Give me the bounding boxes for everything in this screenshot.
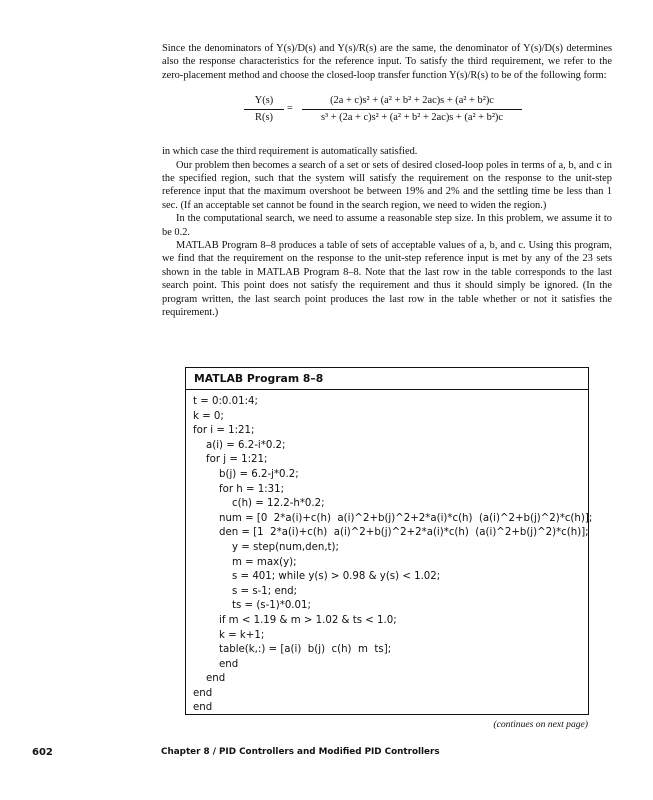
transfer-function-equation: [162, 86, 612, 140]
code-line: end: [193, 687, 213, 699]
code-line: table(k,:) = [a(i) b(j) c(h) m ts];: [219, 644, 392, 656]
continues-note: (continues on next page): [493, 719, 588, 730]
equation-lhs-denominator: R(s): [255, 111, 273, 123]
code-line: k = 0;: [193, 410, 224, 422]
code-line: t = 0:0.01:4;: [193, 396, 258, 407]
code-line: for j = 1:21;: [206, 454, 268, 466]
paragraph-search: Our problem then becomes a search of a set or sets of desired closed-loop poles in terms of a, b, and c in the specified region, such that the system will satisfy the requirement on the response to the unit-step reference input that the maximum overshoot be between 19% and 2% and the settling time be less than 1 sec. (If an acceptable set cannot be found in the search region, we need to widen the region.): [162, 159, 612, 211]
code-line: m = max(y);: [232, 556, 297, 568]
equation-rhs: [302, 94, 522, 124]
code-line: a(i) = 6.2-i*0.2;: [206, 439, 286, 451]
code-line: end: [206, 673, 226, 685]
code-line: k = k+1;: [219, 629, 265, 641]
equation-rhs-numerator: (2a + c)s² + (a² + b² + 2ac)s + (a² + b²)c: [302, 94, 522, 109]
code-line: b(j) = 6.2-j*0.2;: [219, 468, 299, 480]
code-line: s = s-1; end;: [232, 585, 298, 597]
equation-lhs: [244, 94, 284, 124]
code-line: if m < 1.19 & m > 1.02 & ts < 1.0;: [219, 614, 397, 626]
code-line: for i = 1:21;: [193, 425, 255, 437]
code-line: end: [219, 658, 239, 670]
code-line: den = [1 2*a(i)+c(h) a(i)^2+b(j)^2+2*a(i)*c(h) (a(i)^2+b(j)^2)*c(h)];: [219, 527, 589, 539]
code-line: ts = (s-1)*0.01;: [232, 600, 311, 612]
matlab-program-box: [185, 367, 593, 715]
equation-rhs-denominator: s³ + (2a + c)s² + (a² + b² + 2ac)s + (a² + b²)c: [320, 111, 504, 123]
code-line: num = [0 2*a(i)+c(h) a(i)^2+b(j)^2+2*a(i)*c(h) (a(i)^2+b(j)^2)*c(h)];: [219, 512, 593, 524]
code-line: y = step(num,den,t);: [232, 541, 339, 553]
paragraph-step-size: In the computational search, we need to assume a reasonable step size. In this problem, we assume it to be 0.2.: [162, 213, 612, 238]
program-title: MATLAB Program 8–8: [186, 368, 588, 390]
code-listing: [186, 390, 593, 716]
paragraph-intro: Since the denominators of Y(s)/D(s) and Y(s)/R(s) are the same, the denominator of Y(s)/D(s) determines also the response characteristics for the reference input. To satisfy the third requirement, we refer to the zero-placement method and choose the closed-loop transfer function Y(s)/R(s) to be of the following form:: [162, 43, 612, 81]
equation-lhs-numerator: Y(s): [244, 94, 284, 109]
paragraph-satisfied: in which case the third requirement is automatically satisfied.: [162, 146, 418, 158]
equation-equals-sign: =: [287, 103, 293, 115]
body-text: [162, 42, 612, 320]
code-line: end: [193, 702, 213, 714]
code-line: for h = 1:31;: [219, 483, 285, 495]
running-title: Chapter 8 / PID Controllers and Modified PID Controllers: [161, 747, 440, 757]
code-line: s = 401; while y(s) > 0.98 & y(s) < 1.02;: [232, 571, 441, 583]
paragraph-matlab-program: MATLAB Program 8–8 produces a table of sets of acceptable values of a, b, and c. Using this program, we find that the requirement on the response to the unit-step reference input is met by any of the 23 sets shown in the table in MATLAB Program 8–8. Note that the last row in the table corresponds to the last search point. This point does not satisfy the requirement and thus it should simply be ignored. (In the program written, the last search point produces the last row in the table whether or not it satisfies the requirement.): [162, 240, 612, 319]
code-line: c(h) = 12.2-h*0.2;: [232, 498, 325, 510]
page-number: 602: [32, 747, 53, 758]
